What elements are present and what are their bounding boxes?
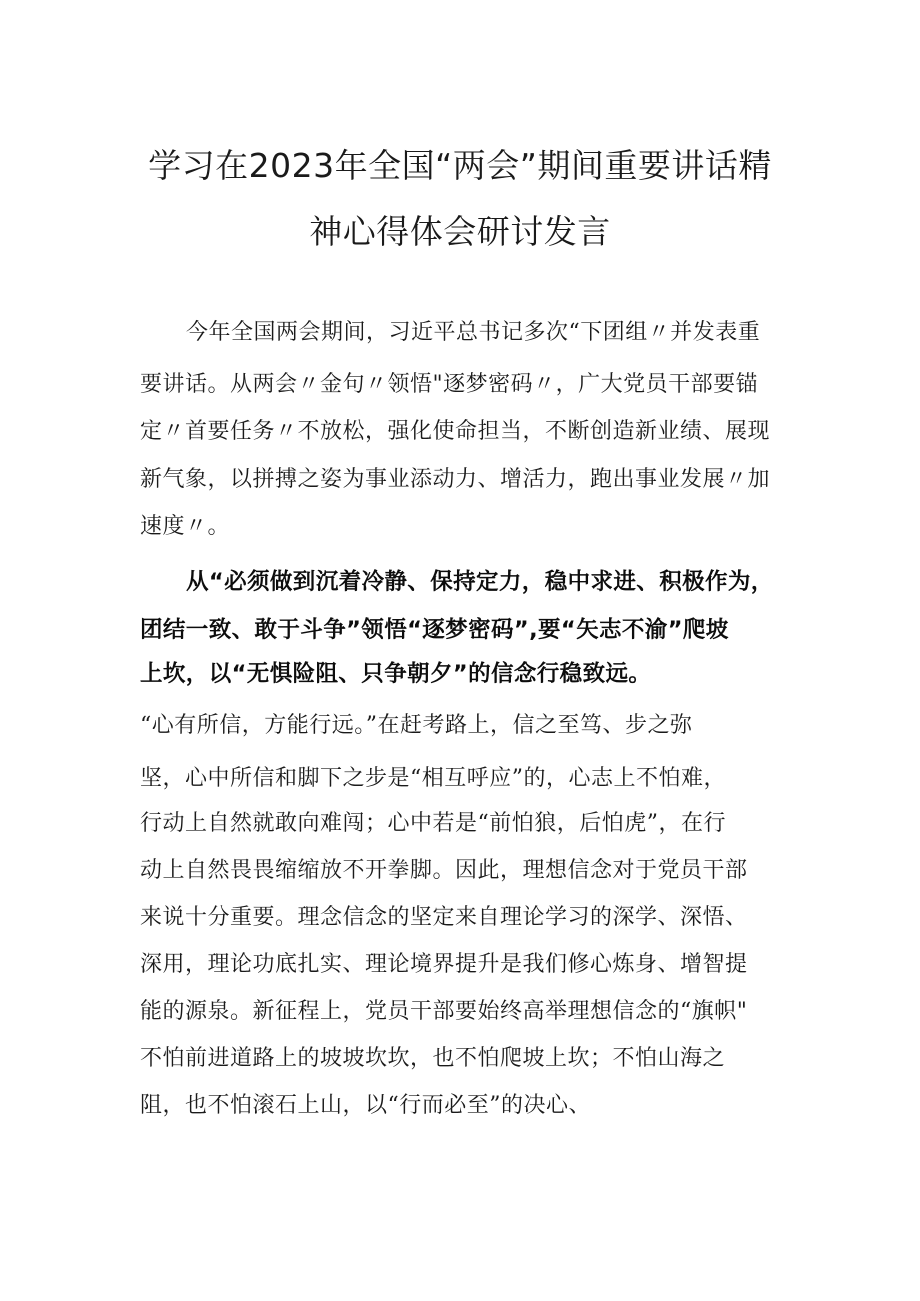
paragraph-3-line: 阻，也不怕滚石上山，以“行而必至”的决心、 xyxy=(140,1093,591,1118)
paragraph-1-line: 新气象，以拼搏之姿为事业添动力、增活力，跑出事业发展〃加 xyxy=(140,467,771,492)
paragraph-3-line: 坚，心中所信和脚下之步是“相互呼应”的，心志上不怕难， xyxy=(140,766,726,791)
paragraph-3-line: 来说十分重要。理念信念的坚定来自理论学习的深学、深悟、 xyxy=(140,905,748,930)
paragraph-3-line: 动上自然畏畏缩缩放不开拳脚。因此，理想信念对于党员干部 xyxy=(140,858,748,883)
paragraph-3-line: 行动上自然就敢向难闯；心中若是“前怕狼，后怕虎”，在行 xyxy=(140,811,726,836)
paragraph-1-line: 速度〃。 xyxy=(140,514,231,539)
document-title-line-2: 神心得体会研讨发言 xyxy=(309,212,611,251)
paragraph-3-line: 不怕前进道路上的坡坡坎坎，也不怕爬坡上坎；不怕山海之 xyxy=(140,1046,726,1071)
paragraph-2-bold-line: 上坎，以“无惧险阻、只争朝夕”的信念行稳致远。 xyxy=(140,661,652,687)
paragraph-2-bold-line: 从“必须做到沉着冷静、保持定力，稳中求进、积极作为， xyxy=(186,569,774,595)
paragraph-1-line: 定〃首要任务〃不放松，强化使命担当，不断创造新业绩、展现 xyxy=(140,419,771,444)
paragraph-2-bold-line: 团结一致、敢于斗争”领悟“逐梦密码”,要“矢志不渝”爬坡 xyxy=(140,617,729,643)
paragraph-1-line: 要讲话。从两会〃金句〃领悟"逐梦密码〃，广大党员干部要锚 xyxy=(140,372,759,397)
paragraph-1-line: 今年全国两会期间，习近平总书记多次“下团组〃并发表重 xyxy=(186,320,761,345)
paragraph-3-line: 能的源泉。新征程上，党员干部要始终高举理想信念的“旗帜" xyxy=(140,999,748,1024)
paragraph-3-line: 深用，理论功底扎实、理论境界提升是我们修心炼身、增智提 xyxy=(140,952,748,977)
paragraph-3-line: “心有所信，方能行远。”在赶考路上，信之至笃、步之弥 xyxy=(140,713,693,738)
document-title-line-1: 学习在2023年全国“两会”期间重要讲话精 xyxy=(148,146,772,185)
